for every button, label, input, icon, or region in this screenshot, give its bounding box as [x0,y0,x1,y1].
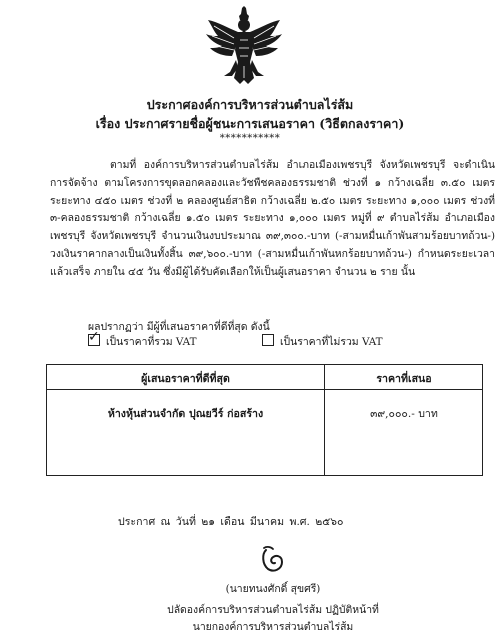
table-cell-price: ๓๙,๐๐๐.- บาท [370,408,438,420]
vat-excluded-option [262,333,383,350]
vat-included-option [88,329,197,350]
vat-excluded-checkbox [262,334,274,346]
title-block [0,95,500,145]
table-cell-bidder: ห้างหุ้นส่วนจำกัด ปุณยวีร์ ก่อสร้าง [107,408,264,420]
document-subject: เรื่อง ประกาศรายชื่อผู้ชนะการเสนอราคา (วิธีตกลงราคา) [95,116,405,131]
table-header-price: ราคาที่เสนอ [376,373,432,385]
handwritten-signature-icon [258,544,288,574]
signer-name: (นายทนงศักดิ์ สุขศรี) [225,583,321,595]
title-separator: *********** [219,133,281,144]
body-paragraph [50,157,495,282]
table-header-bidder: ผู้เสนอราคาที่ดีที่สุด [141,373,230,385]
result-intro: ผลปรากฏว่า มีผู้ที่เสนอราคาที่ดีที่สุด ดังนี้ [88,321,270,333]
signer-position-line2: นายกองค์การบริหารส่วนตำบลไร่ส้ม [192,621,354,633]
garuda-emblem-icon [204,6,284,86]
announcement-date: ประกาศ ณ วันที่ ๒๑ เดือน มีนาคม พ.ศ. ๒๕๖๐ [118,516,344,528]
vat-included-label: เป็นราคาที่รวม VAT [106,336,197,348]
check-mark-icon: ✓ [88,329,100,345]
table-row-divider [47,389,482,390]
vat-excluded-label: เป็นราคาที่ไม่รวม VAT [280,336,383,348]
result-table [46,364,483,476]
body-paragraph-text: ตามที่ องค์การบริหารส่วนตำบลไร่ส้ม อำเภอเมืองเพชรบุรี จังหวัดเพชรบุรี จะดำเนินการจัดจ้าง ตามโครงการขุดลอกคลองและวัชพืชคลองธรรมชาติ ช่วงที่ ๑ กว้างเฉลี่ย ๓.๕๐ เมตร ระยะทาง ๔๕๐ เมตร ช่วงที่ ๒ คลองศูนย์สาธิต กว้างเฉลี่ย ๒.๕๐ เมตร ระยะทาง ๑,๐๐๐ เมตร ช่วงที่ ๓-คลองธรรมชาติ กว้างเฉลี่ย ๑.๕๐ เมตร ระยะทาง ๑,๐๐๐ เมตร หมู่ที่ ๙ ตำบลไร่ส้ม อำเภอเมืองเพชรบุรี จังหวัดเพชรบุรี จำนวนเงินงบประมาณ ๓๙,๓๐๐.-บาท (-สามหมื่นเก้าพันสามร้อยบาทถ้วน-) วงเงินราคากลางเป็นเงินทั้งสิ้น ๓๙,๖๐๐.-บาท (-สามหมื่นเก้าพันหกร้อยบาทถ้วน-) กำหนดระยะเวลาแล้วเสร็จ ภายใน ๔๕ วัน ซึ่งมีผู้ได้รับคัดเลือกให้เป็นผู้เสนอราคา จำนวน ๒ ราย นั้น [50,159,495,278]
document-title: ประกาศองค์การบริหารส่วนตำบลไร่ส้ม [146,97,354,112]
vat-included-checkbox [88,329,100,346]
signer-position-line1: ปลัดองค์การบริหารส่วนตำบลไร่ส้ม ปฏิบัติหน้าที่ [167,604,379,616]
